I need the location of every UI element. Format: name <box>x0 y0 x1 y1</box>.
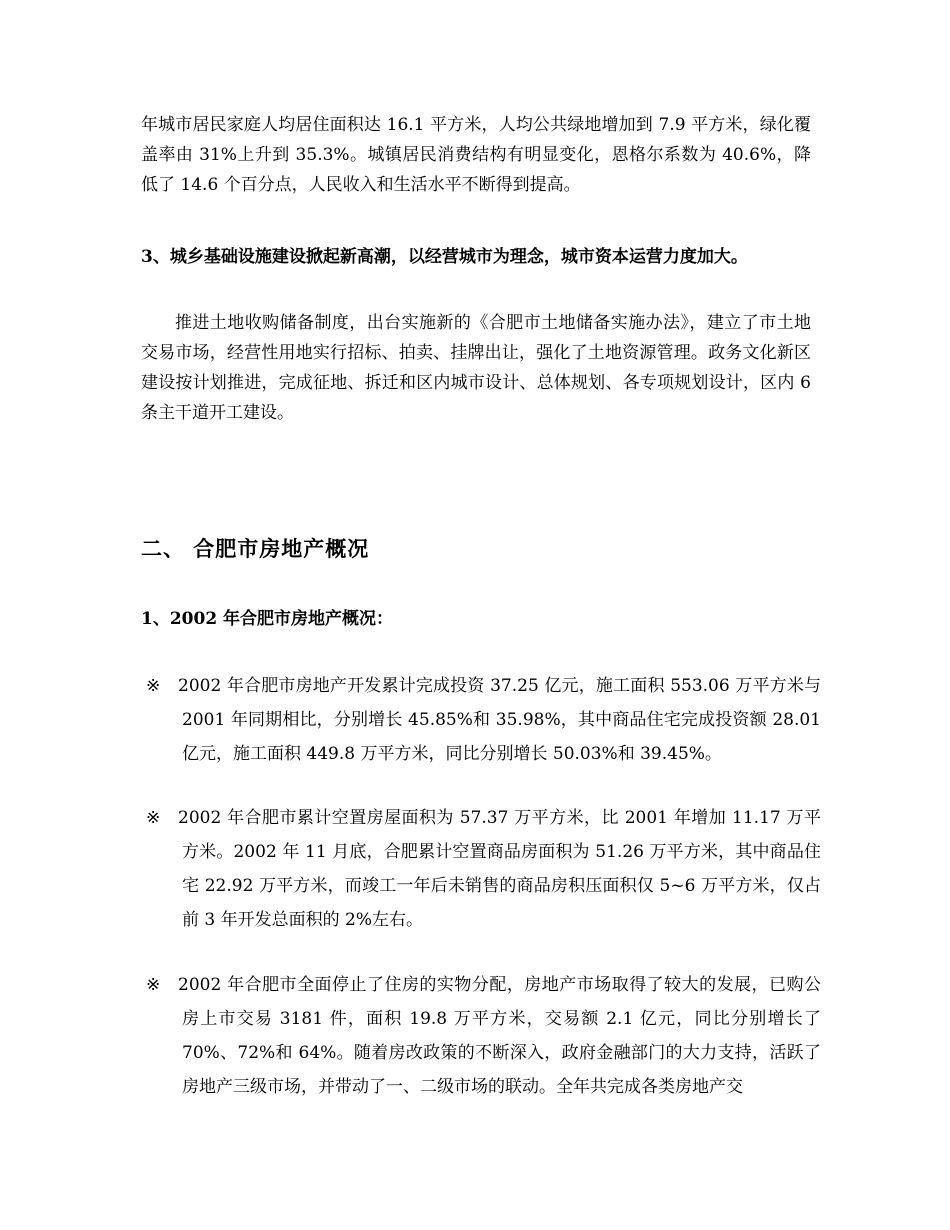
reference-mark-icon: ※ <box>146 975 161 995</box>
overview-2002-heading: 1、2002 年合肥市房地产概况： <box>141 609 394 629</box>
intro-continuation-paragraph: 年城市居民家庭人均居住面积达 16.1 平方米，人均公共绿地增加到 7.9 平方米，绿化覆盖率由 31%上升到 35.3%。城镇居民消费结构有明显变化，恩格尔系数为 40.6%，降低了 14.6 个百分点，人民收入和生活水平不断得到提高。 <box>141 115 811 195</box>
bullet-text: 2002 年合肥市全面停止了住房的实物分配，房地产市场取得了较大的发展，已购公房上市交易 3181 件，面积 19.8 万平方米，交易额 2.1 亿元，同比分别增长了 70%、72%和 64%。随着房改政策的不断深入，政府金融部门的大力支持，活跃了房地产三级市场，并带动了一、二级市场的联动。全年共完成各类房地产交 <box>178 975 821 1097</box>
bullet-item-vacancy <box>146 801 821 937</box>
bullet-text: 2002 年合肥市房地产开发累计完成投资 37.25 亿元，施工面积 553.06 万平方米与 2001 年同期相比，分别增长 45.85%和 35.98%，其中商品住宅完成投资额 28.01 亿元，施工面积 449.8 万平方米，同比分别增长 50.03%和 39.45%。 <box>178 676 821 764</box>
infrastructure-heading: 3、城乡基础设施建设掀起新高潮，以经营城市为理念，城市资本运营力度加大。 <box>141 247 748 267</box>
section-title: 二、 合肥市房地产概况 <box>141 537 370 561</box>
bullet-item-housing-market <box>146 968 821 1104</box>
bullet-item-investment <box>146 669 821 771</box>
reference-mark-icon: ※ <box>146 808 161 828</box>
bullet-text: 2002 年合肥市累计空置房屋面积为 57.37 万平方米，比 2001 年增加 11.17 万平方米。2002 年 11 月底，合肥累计空置商品房面积为 51.26 万平方米，其中商品住宅 22.92 万平方米，而竣工一年后未销售的商品房积压面积仅 5~6 万平方米，仅占前 3 年开发总面积的 2%左右。 <box>178 808 821 930</box>
land-reserve-paragraph: 推进土地收购储备制度，出台实施新的《合肥市土地储备实施办法》，建立了市土地交易市场，经营性用地实行招标、拍卖、挂牌出让，强化了土地资源管理。政务文化新区建设按计划推进，完成征地、拆迁和区内城市设计、总体规划、各专项规划设计，区内 6 条主干道开工建设。 <box>141 313 811 423</box>
reference-mark-icon: ※ <box>146 676 161 696</box>
